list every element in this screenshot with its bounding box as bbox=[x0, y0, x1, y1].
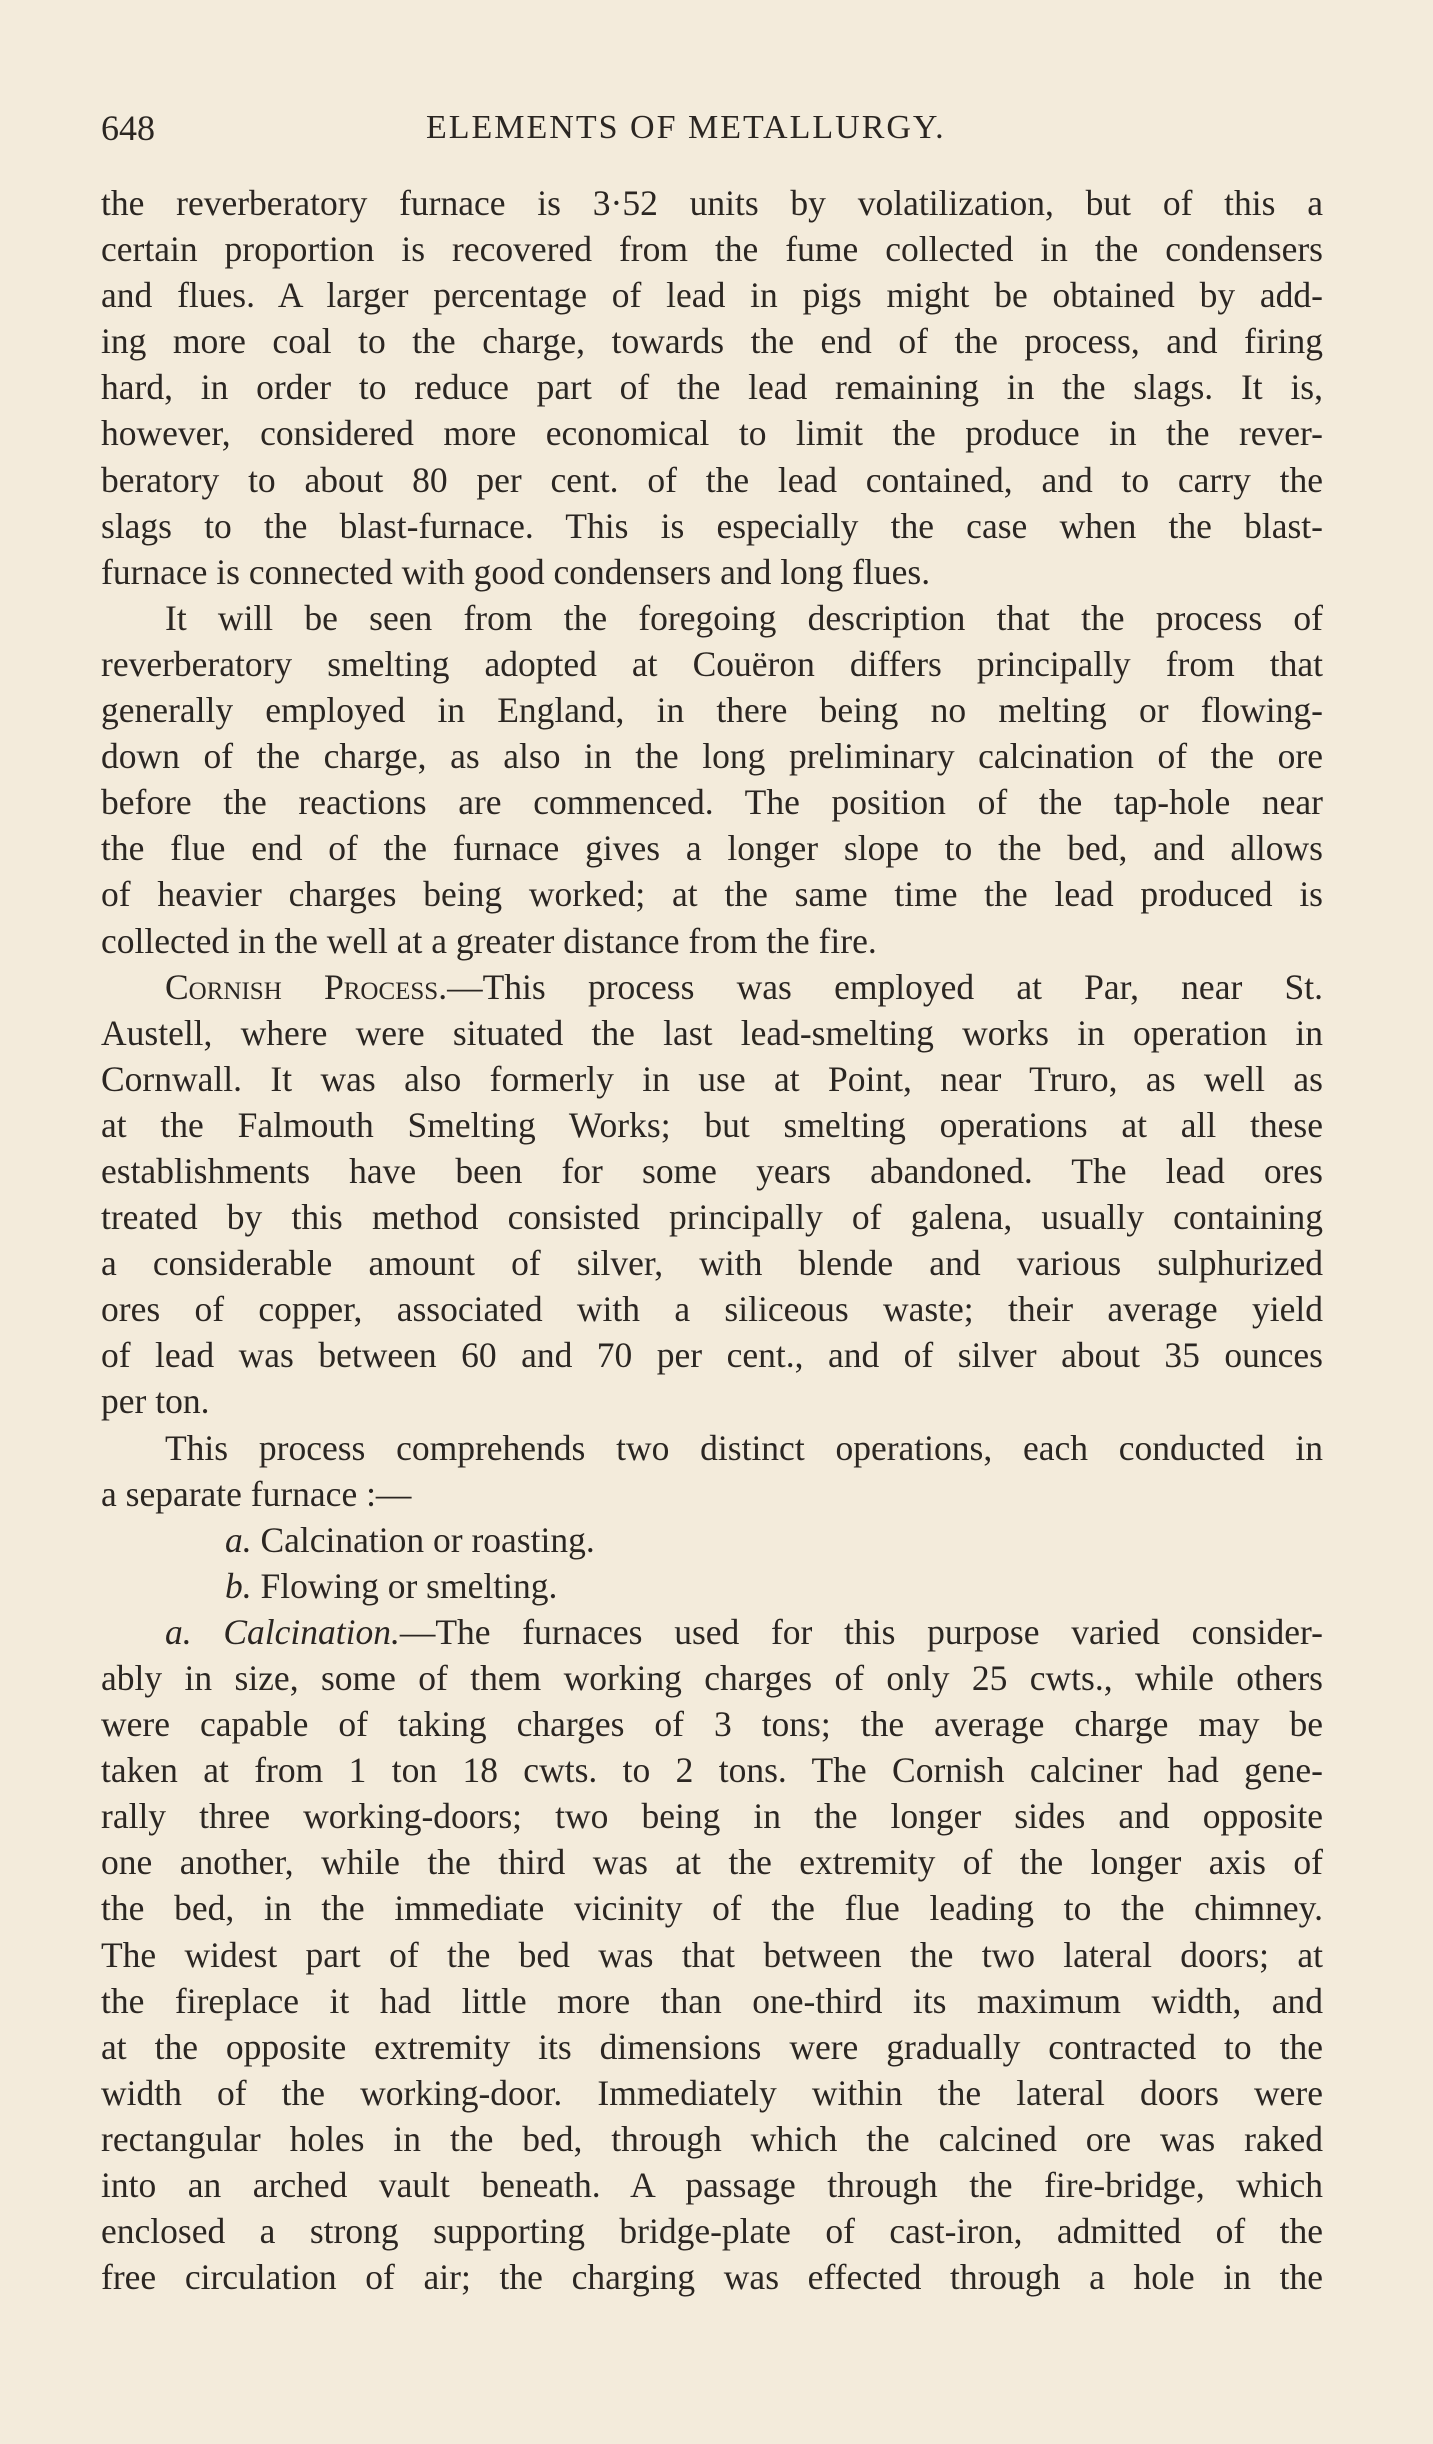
text-line: enclosed a strong supporting bridge-plate of cast-iron, admitted of the bbox=[101, 2211, 1323, 2252]
text-line: Austell, where were situated the last lead-smelting works in operation in bbox=[101, 1012, 1323, 1053]
text-line: into an arched vault beneath. A passage through the fire-bridge, which bbox=[101, 2165, 1323, 2206]
text-line: treated by this method consisted principally of galena, usually containing bbox=[101, 1197, 1323, 1238]
text-line: and flues. A larger percentage of lead in pigs might be obtained by add- bbox=[101, 275, 1323, 316]
section-heading: Cornish Process. bbox=[165, 966, 448, 1007]
text-line: The widest part of the bed was that between the two lateral doors; at bbox=[101, 1934, 1323, 1975]
text-line: taken at from 1 ton 18 cwts. to 2 tons. The Cornish calciner had gene- bbox=[101, 1750, 1323, 1791]
text-line: ably in size, some of them working charges of only 25 cwts., while others bbox=[101, 1658, 1323, 1698]
text-line: rally three working-doors; two being in the longer sides and opposite bbox=[101, 1796, 1323, 1837]
text-line: the reverberatory furnace is 3·52 units by volatilization, but of this a bbox=[101, 183, 1323, 223]
line-text: Calcination or roasting. bbox=[251, 1519, 595, 1560]
line-text: —The furnaces used for this purpose varied consider- bbox=[399, 1611, 1323, 1652]
text-line: It will be seen from the foregoing description that the process of bbox=[165, 597, 1323, 638]
text-line: however, considered more economical to limit the produce in the rever- bbox=[101, 413, 1323, 454]
line-text: —This process was employed at Par, near St. bbox=[447, 966, 1323, 1007]
running-title: ELEMENTS OF METALLURGY. bbox=[426, 109, 946, 146]
text-line: of lead was between 60 and 70 per cent., and of silver about 35 ounces bbox=[101, 1335, 1323, 1376]
text-line: furnace is connected with good condensers and long flues. bbox=[101, 551, 931, 592]
text-line: before the reactions are commenced. The position of the tap-hole near bbox=[101, 782, 1323, 823]
text-line: per ton. bbox=[101, 1381, 210, 1422]
line-text: Flowing or smelting. bbox=[251, 1565, 558, 1606]
text-line: certain proportion is recovered from the fume collected in the condensers bbox=[101, 229, 1323, 270]
text-line: free circulation of air; the charging was effected through a hole in the bbox=[101, 2257, 1323, 2298]
text-line: at the Falmouth Smelting Works; but smelting operations at all these bbox=[101, 1104, 1323, 1145]
text-line: Cornwall. It was also formerly in use at Point, near Truro, as well as bbox=[101, 1058, 1323, 1099]
text-line: width of the working-door. Immediately within the lateral doors were bbox=[101, 2072, 1323, 2113]
italic-label: a. Calcination. bbox=[165, 1611, 400, 1652]
italic-label: a. bbox=[225, 1519, 252, 1560]
text-line: the flue end of the furnace gives a longer slope to the bed, and allows bbox=[101, 828, 1323, 869]
page-number: 648 bbox=[101, 108, 155, 148]
text-line bbox=[101, 1609, 1323, 1655]
italic-label: b. bbox=[225, 1565, 252, 1606]
text-line bbox=[101, 1563, 1323, 1609]
text-line: reverberatory smelting adopted at Couëron differs principally from that bbox=[101, 643, 1323, 684]
text-line: the bed, in the immediate vicinity of the flue leading to the chimney. bbox=[101, 1888, 1323, 1929]
text-line: the fireplace it had little more than one-third its maximum width, and bbox=[101, 1980, 1323, 2021]
text-line: beratory to about 80 per cent. of the lead contained, and to carry the bbox=[101, 459, 1323, 500]
text-line: at the opposite extremity its dimensions were gradually contracted to the bbox=[101, 2026, 1323, 2067]
text-line: collected in the well at a greater distance from the fire. bbox=[101, 920, 877, 961]
text-line: a considerable amount of silver, with blende and various sulphurized bbox=[101, 1243, 1323, 1284]
page-header bbox=[101, 103, 1323, 153]
text-line: a separate furnace :— bbox=[101, 1473, 412, 1514]
text-line: ores of copper, associated with a siliceous waste; their average yield bbox=[101, 1289, 1323, 1330]
text-line: down of the charge, as also in the long preliminary calcination of the ore bbox=[101, 736, 1323, 777]
text-line: This process comprehends two distinct operations, each conducted in bbox=[165, 1427, 1323, 1468]
text-line: hard, in order to reduce part of the lead remaining in the slags. It is, bbox=[101, 367, 1323, 408]
text-line: rectangular holes in the bed, through which the calcined ore was raked bbox=[101, 2118, 1323, 2159]
text-line: ing more coal to the charge, towards the end of the process, and firing bbox=[101, 321, 1323, 362]
text-line: one another, while the third was at the extremity of the longer axis of bbox=[101, 1842, 1323, 1883]
text-line: slags to the blast-furnace. This is especially the case when the blast- bbox=[101, 505, 1323, 546]
text-line bbox=[101, 1517, 1323, 1563]
text-line: establishments have been for some years abandoned. The lead ores bbox=[101, 1150, 1323, 1191]
text-line: generally employed in England, in there being no melting or flowing- bbox=[101, 690, 1323, 731]
text-line bbox=[101, 964, 1323, 1010]
text-line: of heavier charges being worked; at the same time the lead produced is bbox=[101, 874, 1323, 915]
body-text bbox=[101, 180, 1323, 2300]
text-line: were capable of taking charges of 3 tons; the average charge may be bbox=[101, 1704, 1323, 1745]
